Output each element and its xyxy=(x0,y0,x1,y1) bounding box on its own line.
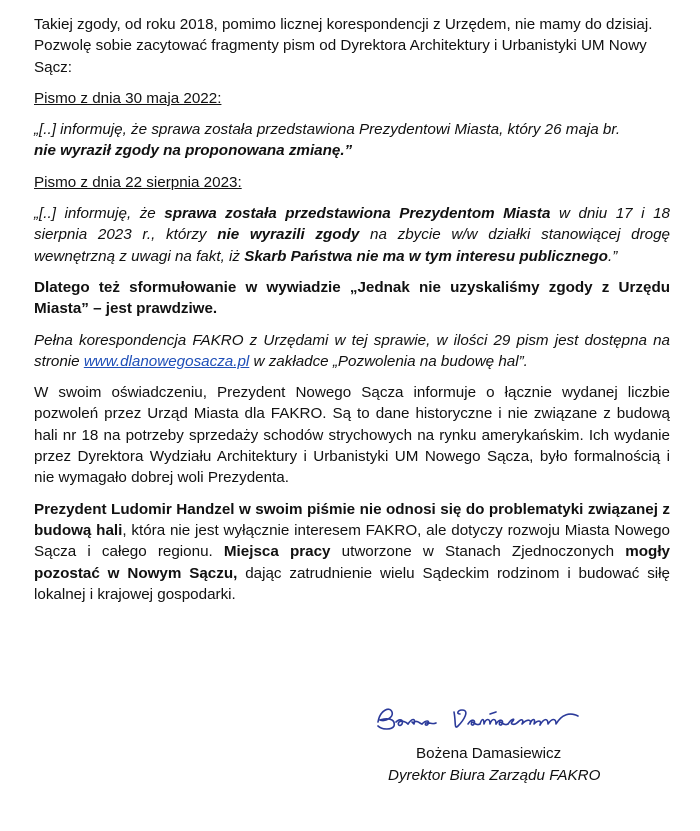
letter-1-quote xyxy=(34,119,670,162)
correspondence-text: Pełna korespondencja FAKRO z Urzędami w tej sprawie, w ilości 29 pism jest dostępna na stronie xyxy=(34,331,670,370)
final-emphasis: mogły pozostać w Nowym Sączu, xyxy=(34,543,670,582)
final-text: utworzone w Stanach Zjednoczonych xyxy=(330,543,626,561)
correspondence-paragraph xyxy=(34,330,670,373)
statement-paragraph: W swoim oświadczeniu, Prezydent Nowego Sącza informuje o łącznie wydanej liczbie pozwoleń przez Urząd Miasta dla FAKRO. Są to dane historyczne i nie związane z budową hali nr 18 na potrzeby sprzedaży schodów strychowych na rynku amerykańskim. Ich wydanie przez Dyrektora Wydziału Architektury i Urbanistyki UM Nowego Sącza, było formalnością i nie wymagało dobrej woli Prezydenta. xyxy=(34,384,670,487)
website-link[interactable]: www.dlanowegosacza.pl xyxy=(83,352,250,370)
letter-1-quote-text: „[..] informuję, że sprawa została przedstawiona Prezydentowi Miasta, który 26 maja br. xyxy=(34,121,621,139)
letter-2-quote-emphasis: Skarb Państwa nie ma w tym interesu publicznego xyxy=(244,247,608,265)
signatory-name: Bożena Damasiewicz xyxy=(416,745,562,762)
letter-2-quote xyxy=(34,203,670,267)
letter-2-quote-emphasis: nie wyrazili zgody xyxy=(217,226,360,244)
final-emphasis: Prezydent Ludomir Handzel w swoim piśmie nie odnosi się do problematyki związanej z budową hali xyxy=(34,500,670,539)
conclusion-paragraph: Dlatego też sformułowanie w wywiadzie „Jednak nie uzyskaliśmy zgody z Urzędu Miasta” – jest prawdziwe. xyxy=(34,278,670,318)
intro-line-1: Takiej zgody, od roku 2018, pomimo licznej korespondencji z Urzędem, nie mamy do dzisiaj. xyxy=(34,16,653,33)
letter-2-quote-part: .” xyxy=(607,247,618,265)
letter-2-quote-emphasis: sprawa została przedstawiona Prezydentom Miasta xyxy=(164,205,551,223)
letter-1-heading: Pismo z dnia 30 maja 2022: xyxy=(34,89,222,107)
letter-2-heading: Pismo z dnia 22 sierpnia 2023: xyxy=(34,173,242,191)
signatory-title: Dyrektor Biura Zarządu FAKRO xyxy=(388,767,601,784)
letter-2-quote-part: w dniu 17 i 18 sierpnia 2023 r., którzy xyxy=(34,205,670,244)
final-text: , która nie jest wyłącznie interesem FAKRO, ale dotyczy rozwoju Miasta Nowego Sącza i całego regionu. xyxy=(34,521,670,561)
final-emphasis: Miejsca pracy xyxy=(223,543,331,561)
intro-line-2: Pozwolę sobie zacytować fragmenty pism od Dyrektora Architektury i Urbanistyki UM Nowy Sącz: xyxy=(34,37,647,76)
letter-2-quote-part: „[..] informuję, że xyxy=(34,205,165,223)
final-paragraph xyxy=(34,499,670,605)
handwritten-signature xyxy=(372,692,592,738)
document-body xyxy=(34,14,670,605)
letter-2-quote-part: na zbycie w/w działki stanowiącej drogę wewnętrzną z uwagi na fakt, iż xyxy=(34,226,671,265)
correspondence-text: w zakładce „Pozwolenia na budowę hal”. xyxy=(249,352,528,370)
final-text: dając zatrudnienie wielu Sądeckim rodzinom i budować siłę lokalnej i krajowej gospodarki. xyxy=(34,564,670,603)
letter-1-quote-emphasis: nie wyraził zgody na proponowana zmianę.” xyxy=(34,142,353,160)
